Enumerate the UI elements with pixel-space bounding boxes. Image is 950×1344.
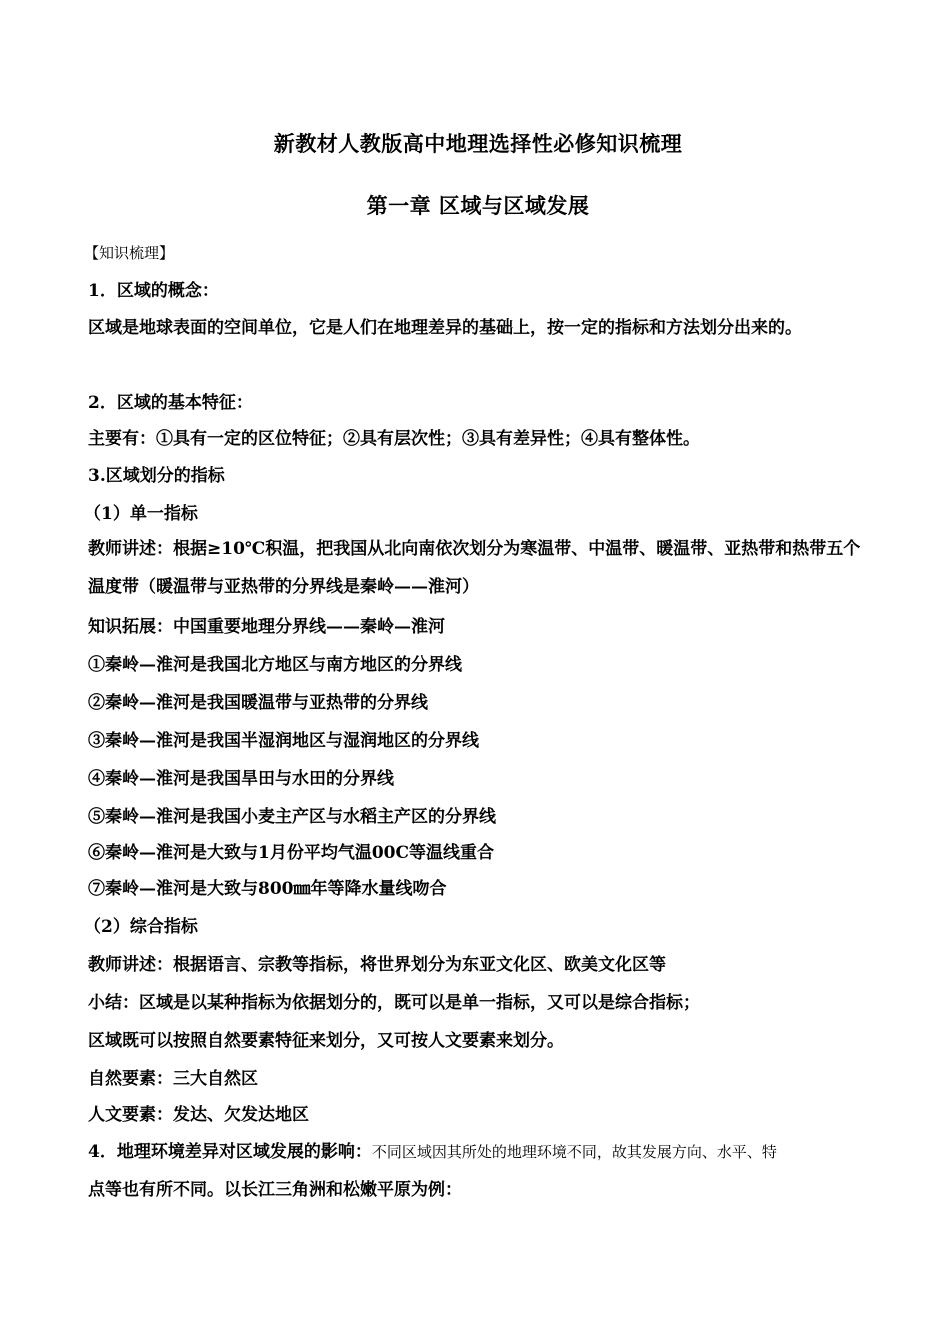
section-4-line-2: 点等也有所不同。以长江三角洲和松嫩平原为例： (88, 1180, 462, 1200)
section-3-teacher-note-2: 教师讲述：根据语言、宗教等指标，将世界划分为东亚文化区、欧美文化区等 (88, 955, 666, 975)
section-tag: 【知识梳理】 (84, 244, 175, 262)
boundary-item: ⑤秦岭—淮河是我国小麦主产区与水稻主产区的分界线 (88, 807, 496, 827)
chapter-title: 第一章 区域与区域发展 (366, 193, 590, 218)
section-3-extension: 知识拓展：中国重要地理分界线——秦岭—淮河 (88, 617, 445, 637)
section-4-body: 不同区域因其所处的地理环境不同，故其发展方向、水平、特 (371, 1143, 777, 1161)
section-2-heading: 2．区域的基本特征： (88, 393, 253, 413)
section-3-heading: 3.区域划分的指标 (88, 466, 225, 486)
section-4-heading: 4．地理环境差异对区域发展的影响： (88, 1142, 372, 1162)
summary-line-1: 小结：区域是以某种指标为依据划分的，既可以是单一指标，又可以是综合指标； (88, 993, 700, 1013)
boundary-item: ⑦秦岭—淮河是大致与800㎜年等降水量线吻合 (88, 879, 447, 899)
section-1-heading: 1．区域的概念： (88, 281, 219, 301)
boundary-item: ②秦岭—淮河是我国暖温带与亚热带的分界线 (88, 693, 428, 713)
section-2-body: 主要有：①具有一定的区位特征；②具有层次性；③具有差异性；④具有整体性。 (88, 429, 700, 449)
boundary-item: ①秦岭—淮河是我国北方地区与南方地区的分界线 (88, 655, 462, 675)
section-3-sub2: （2）综合指标 (84, 917, 198, 937)
section-3-teacher-note-1: 教师讲述：根据≥10℃积温，把我国从北向南依次划分为寒温带、中温带、暖温带、亚热带和热带五个温度带（暖温带与亚热带的分界线是秦岭——淮河） (88, 539, 861, 597)
section-1-body: 区域是地球表面的空间单位，它是人们在地理差异的基础上，按一定的指标和方法划分出来的。 (88, 318, 802, 338)
document-title: 新教材人教版高中地理选择性必修知识梳理 (273, 131, 683, 156)
human-factors: 人文要素：发达、欠发达地区 (88, 1105, 309, 1125)
boundary-item: ③秦岭—淮河是我国半湿润地区与湿润地区的分界线 (88, 731, 479, 751)
section-3-sub1: （1）单一指标 (84, 504, 198, 524)
natural-factors: 自然要素：三大自然区 (88, 1069, 258, 1089)
summary-line-2: 区域既可以按照自然要素特征来划分，又可按人文要素来划分。 (88, 1031, 564, 1051)
section-4-line-1 (88, 1140, 868, 1164)
boundary-item: ④秦岭—淮河是我国旱田与水田的分界线 (88, 769, 394, 789)
boundary-item: ⑥秦岭—淮河是大致与1月份平均气温00C等温线重合 (88, 843, 495, 863)
